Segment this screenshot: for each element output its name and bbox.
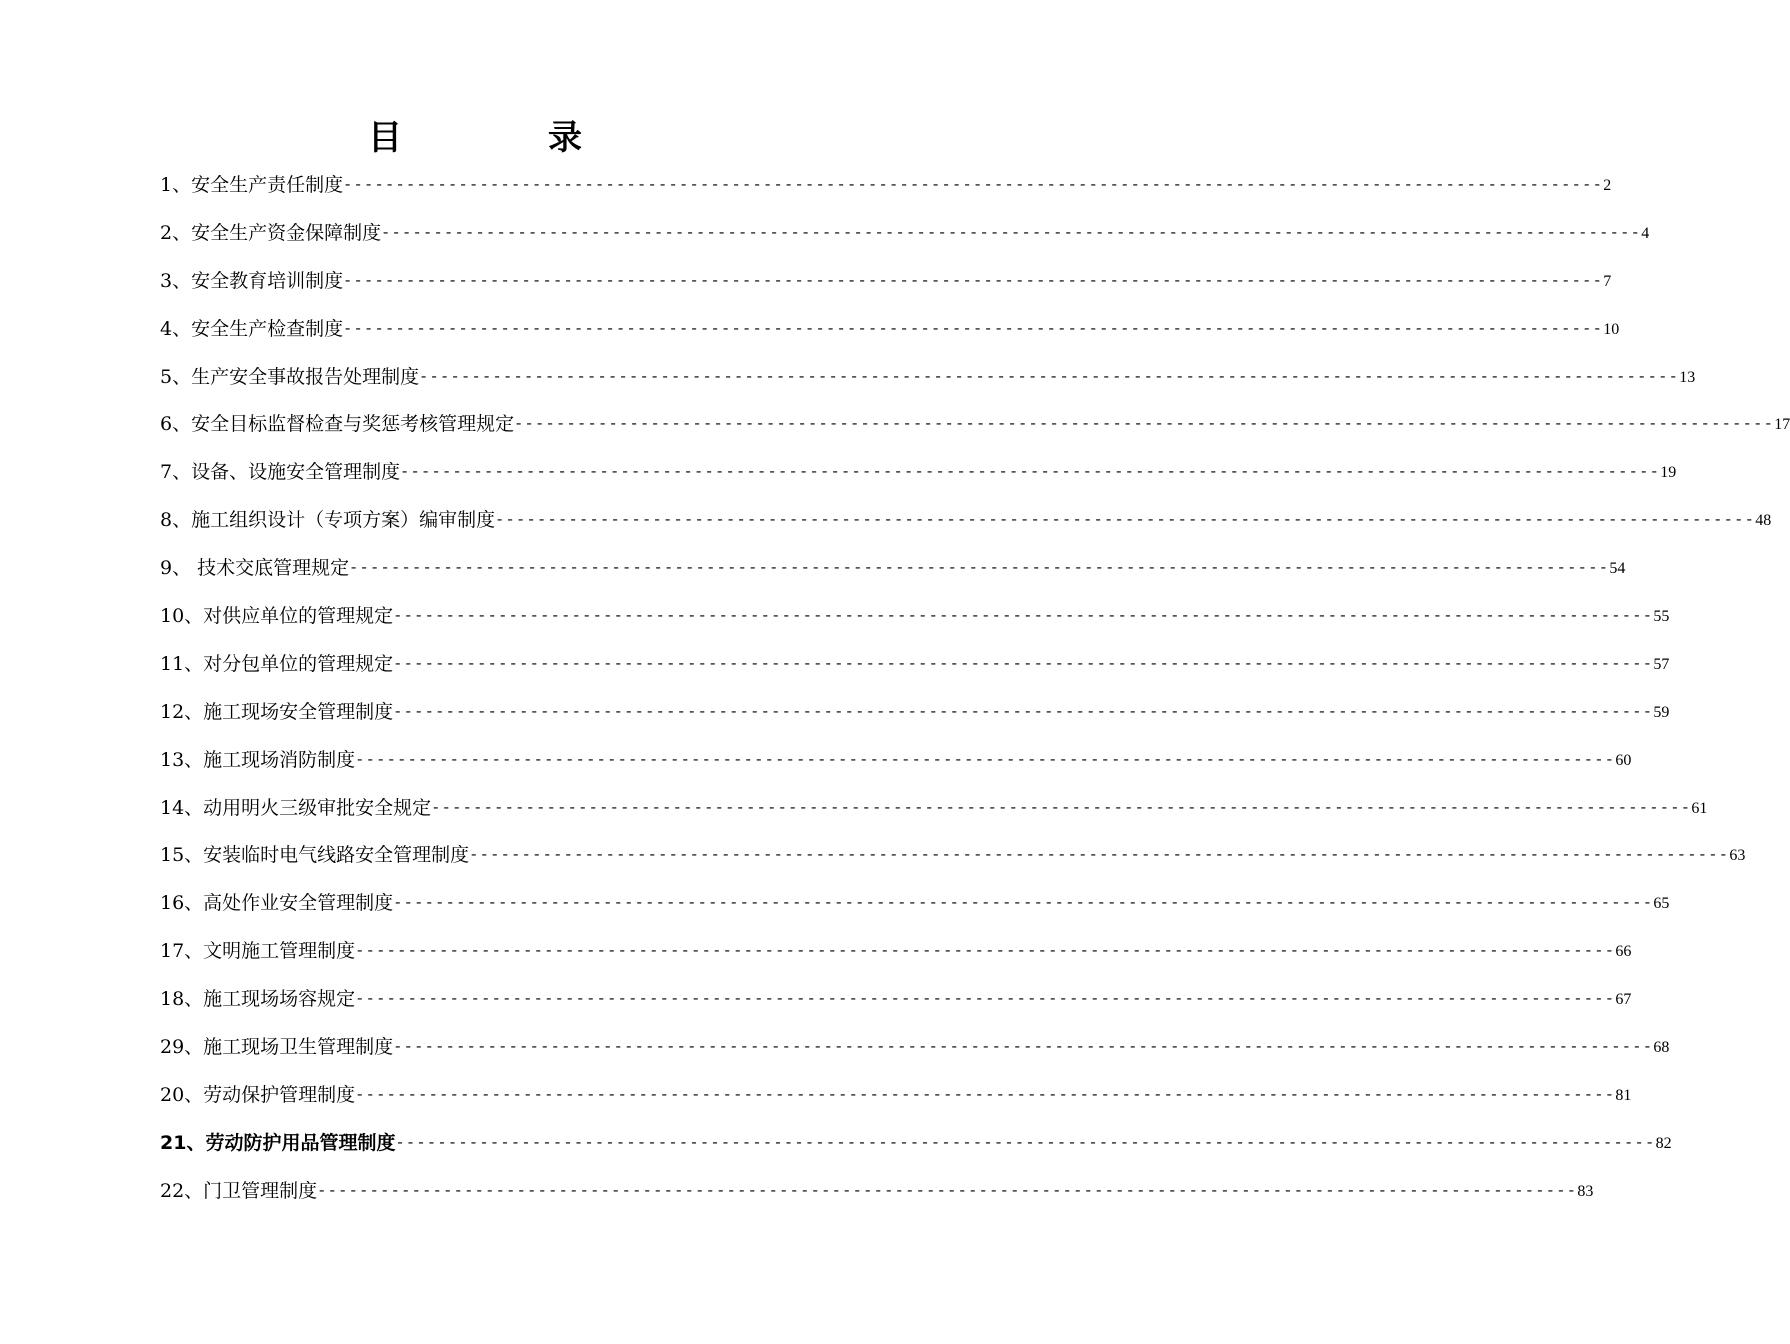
toc-entry[interactable]	[160, 1024, 1670, 1072]
toc-entry[interactable]	[160, 306, 1620, 354]
toc-dot-leader: ------------------------------------------------------------------------------------------------------------------------	[419, 368, 1680, 386]
toc-dot-leader: ------------------------------------------------------------------------------------------------------------------------	[343, 320, 1604, 338]
toc-entry-title: 22、门卫管理制度	[160, 1179, 318, 1202]
toc-entry[interactable]	[160, 641, 1670, 689]
toc-page-number: 83	[1577, 1182, 1594, 1200]
toc-entry[interactable]	[160, 1120, 1672, 1168]
toc-entry[interactable]	[160, 976, 1632, 1024]
toc-page-number: 63	[1729, 847, 1746, 865]
toc-page-number: 59	[1653, 703, 1670, 721]
toc-page-number: 48	[1755, 512, 1772, 530]
toc-page-number: 55	[1653, 608, 1670, 625]
toc-entry-title: 13、施工现场消防制度	[160, 748, 356, 771]
toc-entry-title: 6、安全目标监督检查与奖惩考核管理规定	[160, 413, 515, 436]
toc-page-number: 68	[1653, 1039, 1670, 1057]
toc-dot-leader: ------------------------------------------------------------------------------------------------------------------------	[355, 1086, 1616, 1104]
toc-entry[interactable]	[160, 832, 1746, 880]
toc-dot-leader: ------------------------------------------------------------------------------------------------------------------------	[395, 1134, 1656, 1152]
toc-page-number: 54	[1609, 560, 1626, 578]
toc-entry-title: 15、安装临时电气线路安全管理制度	[160, 844, 470, 867]
toc-dot-leader: ------------------------------------------------------------------------------------------------------------------------	[393, 895, 1654, 913]
toc-entry-title: 17、文明施工管理制度	[160, 940, 356, 963]
toc-entry[interactable]	[160, 210, 1650, 258]
toc-entry-title: 7、设备、设施安全管理制度	[160, 461, 401, 484]
toc-page-number: 2	[1603, 176, 1612, 194]
toc-entry[interactable]	[160, 593, 1670, 641]
toc-entry-title: 14、动用明火三级审批安全规定	[160, 796, 432, 819]
toc-page-number: 10	[1603, 320, 1620, 338]
toc-entry[interactable]	[160, 880, 1670, 928]
toc-entry[interactable]	[160, 737, 1632, 785]
toc-dot-leader: ------------------------------------------------------------------------------------------------------------------------	[393, 1039, 1654, 1057]
toc-dot-leader: ------------------------------------------------------------------------------------------------------------------------	[355, 991, 1616, 1009]
toc-dot-leader: ------------------------------------------------------------------------------------------------------------------------	[317, 1182, 1578, 1200]
toc-dot-leader: ------------------------------------------------------------------------------------------------------------------------	[343, 176, 1604, 194]
toc-entry[interactable]	[160, 354, 1696, 402]
toc-dot-leader: ------------------------------------------------------------------------------------------------------------------------	[393, 655, 1654, 673]
toc-entry-title: 8、施工组织设计（专项方案）编审制度	[160, 509, 496, 532]
toc-dot-leader: ------------------------------------------------------------------------------------------------------------------------	[514, 416, 1775, 434]
toc-page-number: 4	[1641, 224, 1650, 242]
toc-entry-title: 10、对供应单位的管理规定	[160, 605, 394, 627]
toc-entry[interactable]	[160, 689, 1670, 737]
toc-page-number: 82	[1655, 1134, 1672, 1152]
toc-entry-title: 5、生产安全事故报告处理制度	[160, 365, 420, 388]
toc-dot-leader: ------------------------------------------------------------------------------------------------------------------------	[381, 224, 1642, 242]
toc-entry[interactable]	[160, 401, 1790, 449]
toc-page-number: 57	[1653, 655, 1670, 673]
toc-page-number: 17	[1774, 416, 1790, 434]
toc-page-number: 19	[1660, 464, 1677, 482]
toc-entry-title: 11、对分包单位的管理规定	[160, 652, 394, 675]
toc-entry[interactable]	[160, 545, 1626, 593]
toc-page-number: 67	[1615, 991, 1632, 1009]
toc-page-number: 60	[1615, 751, 1632, 769]
toc-entry-title: 2、安全生产资金保障制度	[160, 221, 382, 244]
toc-entry[interactable]	[160, 1168, 1594, 1216]
toc-dot-leader: ------------------------------------------------------------------------------------------------------------------------	[355, 943, 1616, 961]
toc-dot-leader: ------------------------------------------------------------------------------------------------------------------------	[469, 847, 1730, 865]
toc-entry-title: 3、安全教育培训制度	[160, 269, 344, 292]
toc-entry-title: 29、施工现场卫生管理制度	[160, 1036, 394, 1059]
toc-page-number: 61	[1691, 799, 1708, 817]
toc-page-number: 13	[1679, 368, 1696, 386]
toc-list	[160, 162, 1790, 1216]
toc-entry-title: 18、施工现场场容规定	[160, 988, 356, 1011]
toc-dot-leader: ------------------------------------------------------------------------------------------------------------------------	[343, 272, 1604, 290]
toc-page-number: 7	[1603, 272, 1612, 290]
toc-entry[interactable]	[160, 162, 1612, 210]
toc-dot-leader: ------------------------------------------------------------------------------------------------------------------------	[431, 799, 1692, 817]
toc-entry[interactable]	[160, 258, 1612, 306]
toc-entry-title: 1、安全生产责任制度	[160, 173, 344, 196]
toc-dot-leader: ------------------------------------------------------------------------------------------------------------------------	[355, 751, 1616, 769]
toc-dot-leader: ------------------------------------------------------------------------------------------------------------------------	[393, 703, 1654, 721]
toc-heading: 目 录	[368, 118, 638, 158]
toc-entry-title: 12、施工现场安全管理制度	[160, 700, 394, 723]
toc-dot-leader: ------------------------------------------------------------------------------------------------------------------------	[349, 560, 1610, 578]
toc-entry-title: 21、劳动防护用品管理制度	[160, 1131, 396, 1154]
toc-entry-title: 16、高处作业安全管理制度	[160, 892, 394, 915]
toc-entry-title: 9、 技术交底管理规定	[160, 557, 350, 580]
toc-entry[interactable]	[160, 928, 1632, 976]
toc-entry[interactable]	[160, 449, 1677, 497]
toc-entry[interactable]	[160, 497, 1772, 545]
toc-page-number: 81	[1615, 1086, 1632, 1104]
toc-dot-leader: ------------------------------------------------------------------------------------------------------------------------	[495, 512, 1756, 530]
toc-entry[interactable]	[160, 1072, 1632, 1120]
toc-dot-leader: ------------------------------------------------------------------------------------------------------------------------	[393, 608, 1654, 625]
toc-entry-title: 20、劳动保护管理制度	[160, 1083, 356, 1106]
toc-entry[interactable]	[160, 785, 1708, 833]
toc-entry-title: 4、安全生产检查制度	[160, 317, 344, 340]
toc-page-number: 66	[1615, 943, 1632, 961]
toc-dot-leader: ------------------------------------------------------------------------------------------------------------------------	[400, 464, 1661, 482]
toc-page-number: 65	[1653, 895, 1670, 913]
